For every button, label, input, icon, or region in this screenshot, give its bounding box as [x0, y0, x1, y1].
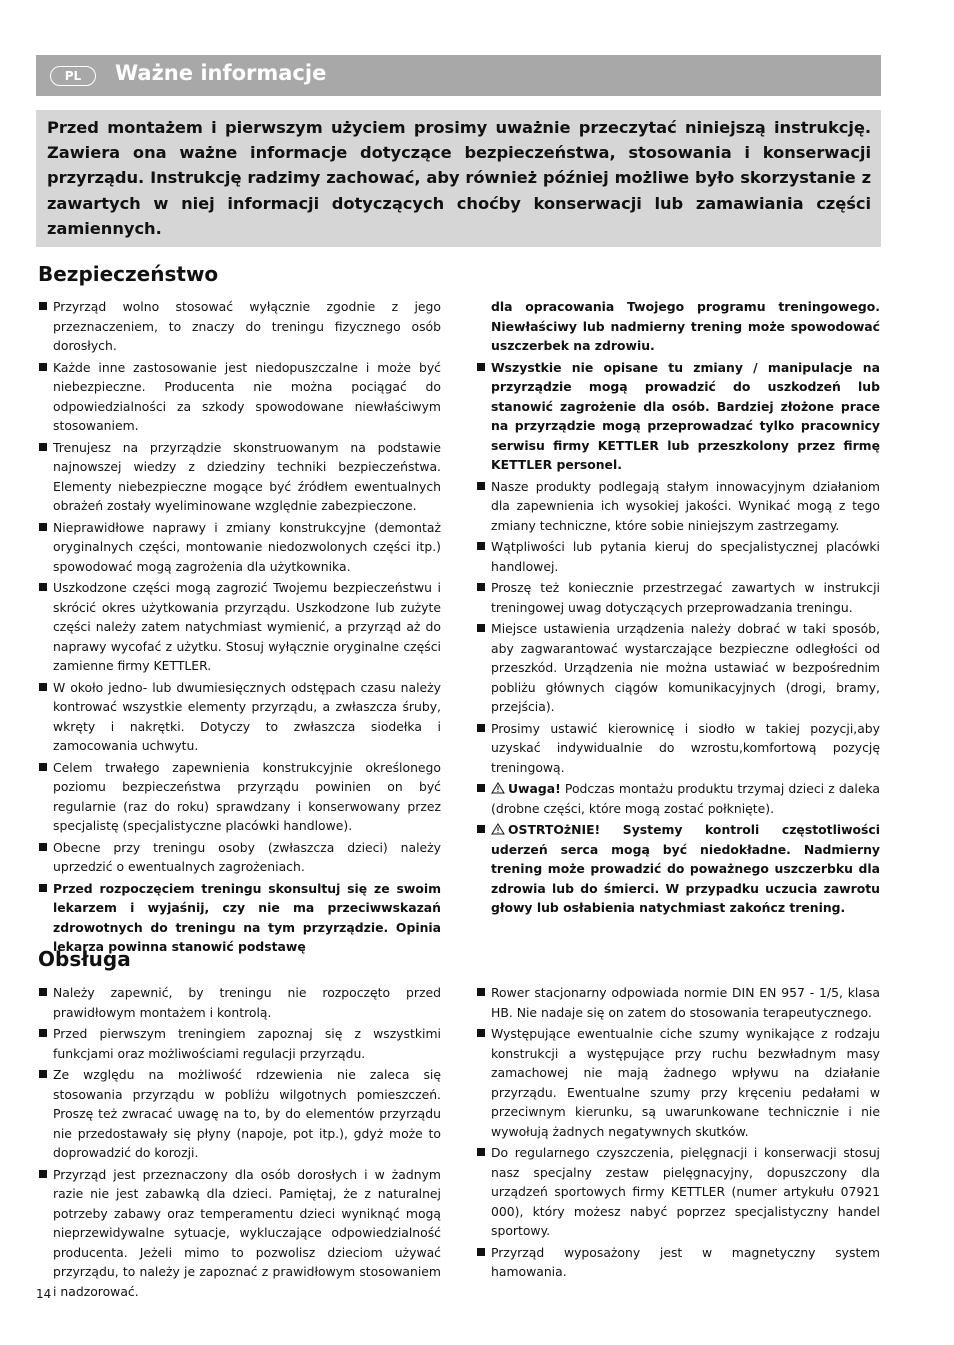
- operation-left-column: [36, 983, 441, 1303]
- operation-right-column: [474, 983, 880, 1284]
- list-item: Proszę też koniecznie przestrzegać zawartych w instrukcji treningowej uwag dotyczących przeprowadzania treningu.: [474, 578, 880, 617]
- section-header: [36, 55, 881, 96]
- list-item: Przyrząd wolno stosować wyłącznie zgodnie z jego przeznaczeniem, to znaczy do treningu fizycznego osób dorosłych.: [36, 297, 441, 356]
- list-item: Każde inne zastosowanie jest niedopuszczalne i może być niebezpieczne. Producenta nie można pociągać do odpowiedzialności za szkody spowodowane niewłaściwym stosowaniem.: [36, 358, 441, 436]
- list-item: Przed pierwszym treningiem zapoznaj się z wszystkimi funkcjami oraz możliwościami regulacji przyrządu.: [36, 1024, 441, 1063]
- list-item: Trenujesz na przyrządzie skonstruowanym na podstawie najnowszej wiedzy z dziedziny techniki bezpieczeństwa. Elementy niebezpieczne mogące być źródłem ewentualnych obrażeń zostały wyeliminowane względnie zabezpieczone.: [36, 438, 441, 516]
- safety-left-column: [36, 297, 441, 959]
- list-item: Przed rozpoczęciem treningu skonsultuj się ze swoim lekarzem i wyjaśnij, czy nie ma przeciwwskazań zdrowotnych do treningu na tym przyrządzie. Opinia lekarza powinna stanowić podstawę: [36, 879, 441, 957]
- intro-text: Przed montażem i pierwszym użyciem prosimy uważnie przeczytać niniejszą instrukcję. Zawiera ona ważne informacje dotyczące bezpieczeństwa, stosowania i konserwacji przyrządu. Instrukcję radzimy zachować, aby również później możliwe było skorzystanie z zawartych w niej informacji dotyczących choćby konserwacji lub zamawiania części zamiennych.: [47, 118, 871, 238]
- list-item: Wszystkie nie opisane tu zmiany / manipulacje na przyrządzie mogą prowadzić do uszkodzeń lub stanowić zagrożenie dla osób. Bardziej złożone prace na przyrządzie mogą przeprowadzać tylko pracownicy serwisu firmy KETTLER lub przeszkolony przez firmę KETTLER personel.: [474, 358, 880, 475]
- warning-triangle-icon: [491, 823, 505, 835]
- list-item: Rower stacjonarny odpowiada normie DIN EN 957 - 1/5, klasa HB. Nie nadaje się on zatem do stosowania terapeutycznego.: [474, 983, 880, 1022]
- page-number: 14: [36, 1287, 52, 1301]
- page-title: Ważne informacje: [115, 61, 327, 85]
- list-item: Przyrząd wyposażony jest w magnetyczny system hamowania.: [474, 1243, 880, 1282]
- list-item: Do regularnego czyszczenia, pielęgnacji i konserwacji stosuj nasz specjalny zestaw pielęgnacyjny, dopuszczony dla urządzeń sportowych firmy KETTLER (numer artykułu 07921 000), który możesz nabyć poprzez specjalistyczny handel sportowy.: [474, 1143, 880, 1241]
- language-badge: PL: [50, 66, 96, 86]
- list-item: Wątpliwości lub pytania kieruj do specjalistycznej placówki handlowej.: [474, 537, 880, 576]
- list-item: Należy zapewnić, by treningu nie rozpoczęto przed prawidłowym montażem i kontrolą.: [36, 983, 441, 1022]
- list-item: Prosimy ustawić kierownicę i siodło w takiej pozycji,aby uzyskać indywidualnie do wzrostu,komfortową pozycję treningową.: [474, 719, 880, 778]
- list-item: Nieprawidłowe naprawy i zmiany konstrukcyjne (demontaż oryginalnych części, montowanie niedozwolonych części itp.) spowodować mogą zagrożenia dla użytkownika.: [36, 518, 441, 577]
- safety-right-column: [474, 297, 880, 920]
- operation-heading: Obsługa: [38, 947, 131, 971]
- warning-item: OSTRTOżNIE! Systemy kontroli częstotliwości uderzeń serca mogą być niedokładne. Nadmierny trening może prowadzić do poważnego uszczerbku dla zdrowia lub do śmierci. W przypadku uczucia zawrotu głowy lub osłabienia natychmiast zakończ trening.: [474, 820, 880, 918]
- list-item: Miejsce ustawienia urządzenia należy dobrać w taki sposób, aby zagwarantować wystarczające bezpieczne odległości od przeszkód. Urządzenia nie można ustawiać w bezpośrednim pobliżu głównych ciągów komunikacyjnych (drogi, bramy, przejścia).: [474, 619, 880, 717]
- intro-box: [36, 110, 881, 247]
- warning-triangle-icon: [491, 782, 505, 794]
- list-item: Występujące ewentualnie ciche szumy wynikające z rodzaju konstrukcji a występujące przy ruchu bezwładnym masy zamachowej nie mają żadnego wpływu na działanie przyrządu. Ewentualne szumy przy kręceniu pedałami w przeciwnym kierunku, są uwarunkowane technicznie i nie wywołują żadnych negatywnych skutków.: [474, 1024, 880, 1141]
- continued-text: dla opracowania Twojego programu treningowego. Niewłaściwy lub nadmierny trening może spowodować uszczerbek na zdrowiu.: [491, 299, 880, 353]
- list-item: Przyrząd jest przeznaczony dla osób dorosłych i w żadnym razie nie jest zabawką dla dzieci. Pamiętaj, że z naturalnej potrzeby zabawy oraz temperamentu dzieci wyniknąć mogą nieprzewidywalne sytuacje, wykluczające odpowiedzialność producenta. Jeżeli mimo to pozwolisz dzieciom używać przyrządu, to należy je zapoznać z prawidłowym stosowaniem i nadzorować.: [36, 1165, 441, 1302]
- list-item: W około jedno- lub dwumiesięcznych odstępach czasu należy kontrować wszystkie elementy przyrządu, a zwłaszcza śruby, wkręty i nakrętki. Dotyczy to zwłaszcza siodełka i zamocowania uchwytu.: [36, 678, 441, 756]
- list-item: Ze względu na możliwość rdzewienia nie zaleca się stosowania przyrządu w pobliżu wilgotnych pomieszczeń. Proszę też zwracać uwagę na to, by do elementów przyrządu nie przedostawały się płyny (napoje, pot itp.), gdyż może to doprowadzić do korozji.: [36, 1065, 441, 1163]
- list-item: Nasze produkty podlegają stałym innowacyjnym działaniom dla zapewnienia ich wysokiej jakości. Wynikać mogą z tego zmiany techniczne, które sobie niniejszym zastrzegamy.: [474, 477, 880, 536]
- safety-heading: Bezpieczeństwo: [38, 262, 219, 286]
- warning-item: Uwaga! Podczas montażu produktu trzymaj dzieci z daleka (drobne części, które mogą zostać połknięte).: [474, 779, 880, 818]
- list-item: Uszkodzone części mogą zagrozić Twojemu bezpieczeństwu i skrócić okres użytkowania przyrządu. Uszkodzone lub zużyte części należy zatem natychmiast wymienić, a przyrząd aż do naprawy wycofać z użytku. Stosuj wyłącznie oryginalne części zamienne firmy KETTLER.: [36, 578, 441, 676]
- list-item: Celem trwałego zapewnienia konstrukcyjnie określonego poziomu bezpieczeństwa przyrządu powinien on być regularnie (raz do roku) sprawdzany i konserwowany przez specjalistę (specjalistyczne placówki handlowe).: [36, 758, 441, 836]
- list-item: Obecne przy treningu osoby (zwłaszcza dzieci) należy uprzedzić o ewentualnych zagrożeniach.: [36, 838, 441, 877]
